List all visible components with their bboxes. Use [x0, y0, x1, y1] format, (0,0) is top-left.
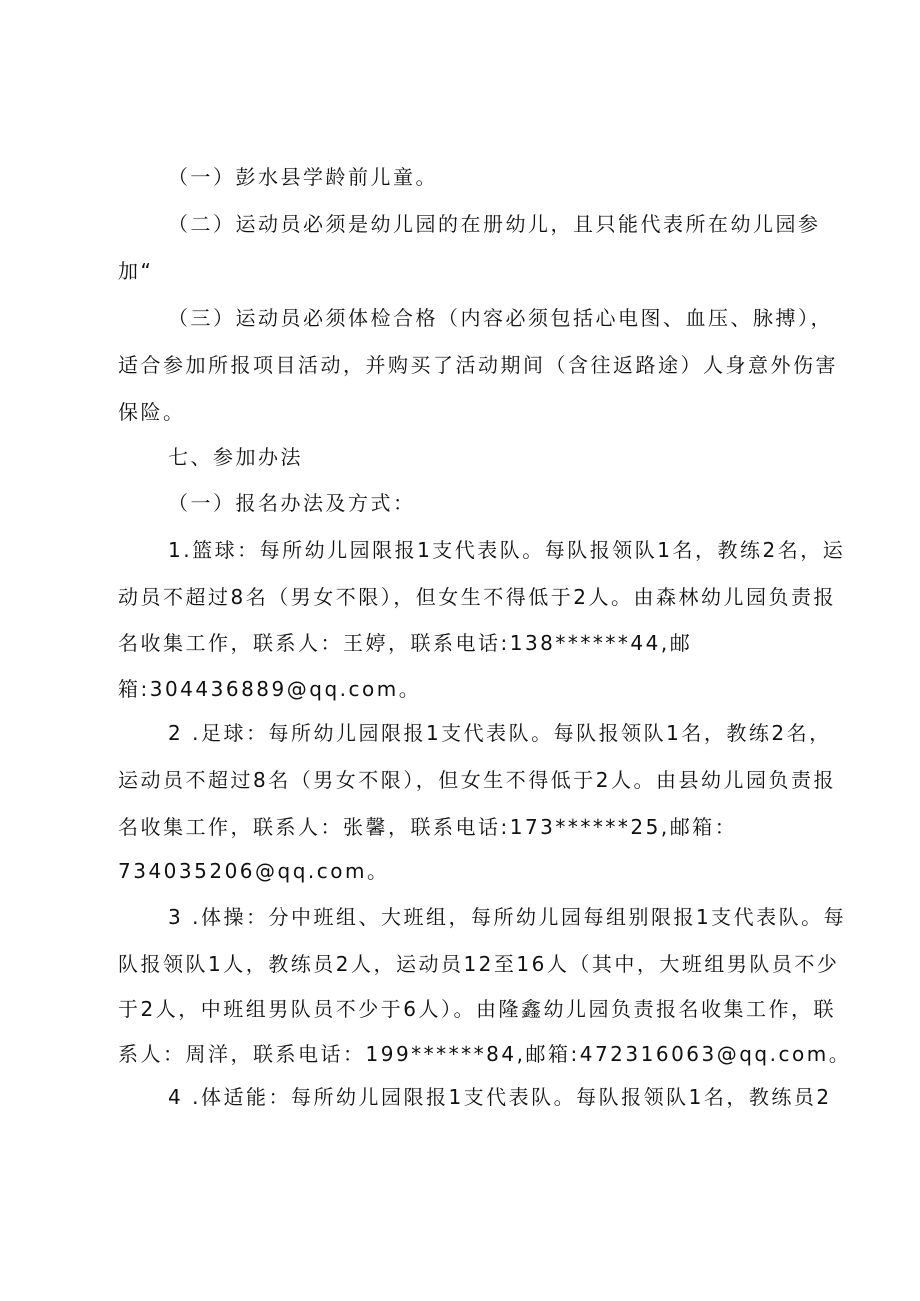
text-line: 队报领队1人，教练员2人，运动员12至16人（其中，大班组男队员不少: [118, 952, 840, 976]
text-line: 于2人，中班组男队员不少于6人）。由隆鑫幼儿园负责报名收集工作，联: [118, 997, 836, 1021]
text-line: 保险。: [118, 400, 186, 424]
text-line: 加“: [118, 259, 154, 283]
text-line: （一）彭水县学龄前儿童。: [168, 165, 438, 189]
text-line: （一）报名办法及方式：: [168, 491, 416, 515]
text-line: 3 .体操：分中班组、大班组，每所幼儿园每组别限报1支代表队。每: [168, 905, 847, 929]
text-line: 系人：周洋，联系电话：199******84,邮箱:472316063@qq.com。: [118, 1042, 852, 1066]
text-line: （三）运动员必须体检合格（内容必须包括心电图、血压、脉搏），: [168, 306, 833, 330]
text-line: 2 .足球：每所幼儿园限报1支代表队。每队报领队1名，教练2名，: [168, 721, 832, 745]
text-line: 734035206@qq.com。: [118, 859, 390, 883]
section-heading: 七、参加办法: [168, 445, 303, 469]
text-line: 4 .体适能：每所幼儿园限报1支代表队。每队报领队1名，教练员2: [168, 1085, 832, 1109]
text-line: 名收集工作，联系人：张馨，联系电话:173******25,邮箱：: [118, 815, 738, 839]
text-line: （二）运动员必须是幼儿园的在册幼儿，且只能代表所在幼儿园参: [168, 212, 821, 236]
text-line: 运动员不超过8名（男女不限），但女生不得低于2人。由县幼儿园负责报: [118, 768, 836, 792]
text-line: 动员不超过8名（男女不限），但女生不得低于2人。由森林幼儿园负责报: [118, 585, 836, 609]
text-line: 箱:304436889@qq.com。: [118, 677, 422, 701]
text-line: 名收集工作，联系人：王婷，联系电话:138******44,邮: [118, 631, 693, 655]
text-line: 1.篮球：每所幼儿园限报1支代表队。每队报领队1名，教练2名，运: [168, 538, 846, 562]
text-line: 适合参加所报项目活动，并购买了活动期间（含往返路途）人身意外伤害: [118, 353, 838, 377]
